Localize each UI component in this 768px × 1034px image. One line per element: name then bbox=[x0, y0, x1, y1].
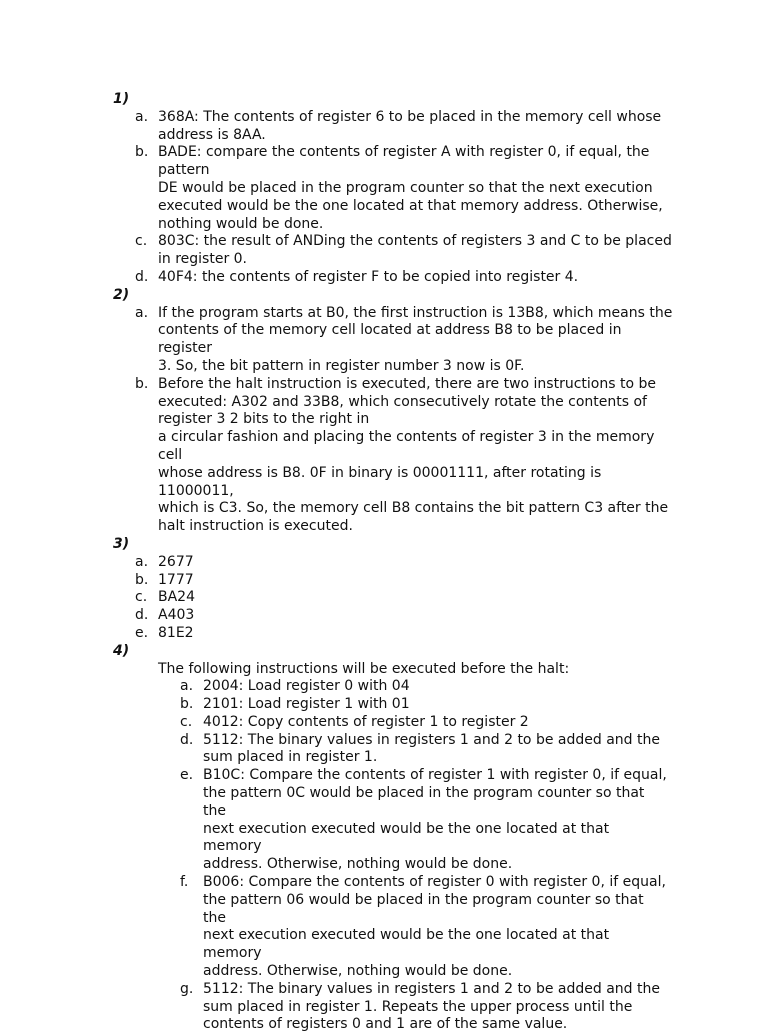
list-marker: b. bbox=[135, 571, 149, 588]
item-line: 5112: The binary values in registers 1 and 2 to be added and the bbox=[203, 980, 660, 997]
question-4 bbox=[113, 643, 693, 1034]
item-line: executed would be the one located at that memory address. Otherwise, bbox=[158, 197, 663, 214]
item-line: 803C: the result of ANDing the contents of registers 3 and C to be placed bbox=[158, 233, 672, 250]
item-line: next execution executed would be the one located at that memory bbox=[203, 820, 610, 855]
list-marker: c. bbox=[135, 589, 148, 606]
item-line: contents of the memory cell located at address B8 to be placed in register bbox=[158, 322, 622, 357]
list-marker: e. bbox=[135, 624, 149, 641]
item-line: in register 0. bbox=[158, 251, 248, 268]
item-line: sum placed in register 1. Repeats the upper process until the bbox=[203, 998, 633, 1015]
item-line: nothing would be done. bbox=[158, 215, 324, 232]
list-item bbox=[113, 572, 693, 590]
document-body bbox=[113, 91, 693, 1034]
item-line: halt instruction is executed. bbox=[158, 518, 353, 535]
list-marker: d. bbox=[135, 607, 149, 624]
question-2 bbox=[113, 287, 693, 536]
item-line: the pattern 0C would be placed in the program counter so that the bbox=[203, 785, 645, 819]
item-line: B006: Compare the contents of register 0 with register 0, if equal, bbox=[203, 874, 666, 891]
list-marker: d. bbox=[180, 731, 194, 748]
item-line: 2677 bbox=[158, 553, 194, 570]
list-item bbox=[158, 874, 669, 981]
item-line: address is 8AA. bbox=[158, 126, 266, 143]
instruction-list bbox=[113, 678, 693, 1034]
item-line: address. Otherwise, nothing would be done. bbox=[203, 963, 513, 980]
item-line: A403 bbox=[158, 607, 195, 624]
list-item bbox=[113, 144, 678, 233]
list-item bbox=[158, 696, 669, 714]
question-number: 2) bbox=[113, 286, 130, 303]
item-line: pattern bbox=[158, 162, 210, 179]
item-line: DE would be placed in the program counter so that the next execution bbox=[158, 179, 653, 196]
list-item bbox=[158, 981, 669, 1034]
list-item bbox=[113, 376, 678, 536]
list-marker: a. bbox=[180, 678, 194, 695]
item-line: If the program starts at B0, the first instruction is 13B8, which means the bbox=[158, 304, 673, 321]
item-line: 2004: Load register 0 with 04 bbox=[203, 678, 410, 695]
question-intro: The following instructions will be executed before the halt: bbox=[158, 660, 570, 677]
question-3 bbox=[113, 536, 693, 643]
list-item bbox=[158, 732, 669, 768]
item-line: 40F4: the contents of register F to be copied into register 4. bbox=[158, 268, 579, 285]
list-marker: f. bbox=[180, 874, 189, 891]
list-item bbox=[158, 678, 669, 696]
list-item bbox=[113, 233, 678, 269]
question-number: 4) bbox=[113, 642, 130, 659]
list-marker: a. bbox=[135, 553, 149, 570]
item-line: 2101: Load register 1 with 01 bbox=[203, 696, 410, 713]
item-line: whose address is B8. 0F in binary is 00001111, after rotating is 11000011, bbox=[158, 464, 602, 499]
list-item bbox=[113, 625, 693, 643]
list-item bbox=[158, 714, 669, 732]
list-marker: e. bbox=[180, 767, 194, 784]
list-item bbox=[113, 269, 678, 287]
item-line: a circular fashion and placing the contents of register 3 in the memory cell bbox=[158, 429, 655, 463]
item-line: the pattern 06 would be placed in the program counter so that the bbox=[203, 891, 644, 926]
list-item bbox=[113, 589, 693, 607]
item-line: 368A: The contents of register 6 to be placed in the memory cell whose bbox=[158, 108, 662, 125]
list-marker: b. bbox=[180, 696, 194, 713]
item-line: contents of registers 0 and 1 are of the same value. bbox=[203, 1016, 568, 1033]
question-number: 1) bbox=[113, 91, 130, 107]
list-item bbox=[113, 607, 693, 625]
item-line: 4012: Copy contents of register 1 to register 2 bbox=[203, 713, 529, 730]
list-item bbox=[158, 767, 669, 874]
list-item bbox=[113, 554, 693, 572]
list-marker: d. bbox=[135, 268, 149, 285]
question-1 bbox=[113, 91, 693, 287]
item-line: register 3 2 bits to the right in bbox=[158, 411, 370, 428]
item-line: BA24 bbox=[158, 589, 195, 606]
item-line: 81E2 bbox=[158, 624, 194, 641]
item-line: executed: A302 and 33B8, which consecutively rotate the contents of bbox=[158, 393, 647, 410]
item-line: 3. So, the bit pattern in register number 3 now is 0F. bbox=[158, 357, 525, 374]
item-line: 5112: The binary values in registers 1 and 2 to be added and the bbox=[203, 731, 660, 748]
list-marker: c. bbox=[135, 233, 148, 250]
item-line: address. Otherwise, nothing would be done. bbox=[203, 856, 513, 873]
list-marker: b. bbox=[135, 375, 149, 392]
item-line: BADE: compare the contents of register A with register 0, if equal, the bbox=[158, 144, 650, 161]
list-marker: c. bbox=[180, 713, 193, 730]
list-marker: b. bbox=[135, 144, 149, 161]
item-line: sum placed in register 1. bbox=[203, 749, 378, 766]
list-item bbox=[113, 305, 678, 376]
list-marker: a. bbox=[135, 108, 149, 125]
list-item bbox=[113, 109, 678, 145]
question-number: 3) bbox=[113, 535, 130, 552]
item-line: which is C3. So, the memory cell B8 contains the bit pattern C3 after the bbox=[158, 500, 669, 517]
item-line: 1777 bbox=[158, 571, 194, 588]
list-marker: a. bbox=[135, 304, 149, 321]
list-marker: g. bbox=[180, 980, 194, 997]
item-line: next execution executed would be the one located at that memory bbox=[203, 927, 610, 962]
item-line: B10C: Compare the contents of register 1 with register 0, if equal, bbox=[203, 767, 667, 784]
item-line: Before the halt instruction is executed, there are two instructions to be bbox=[158, 375, 656, 392]
